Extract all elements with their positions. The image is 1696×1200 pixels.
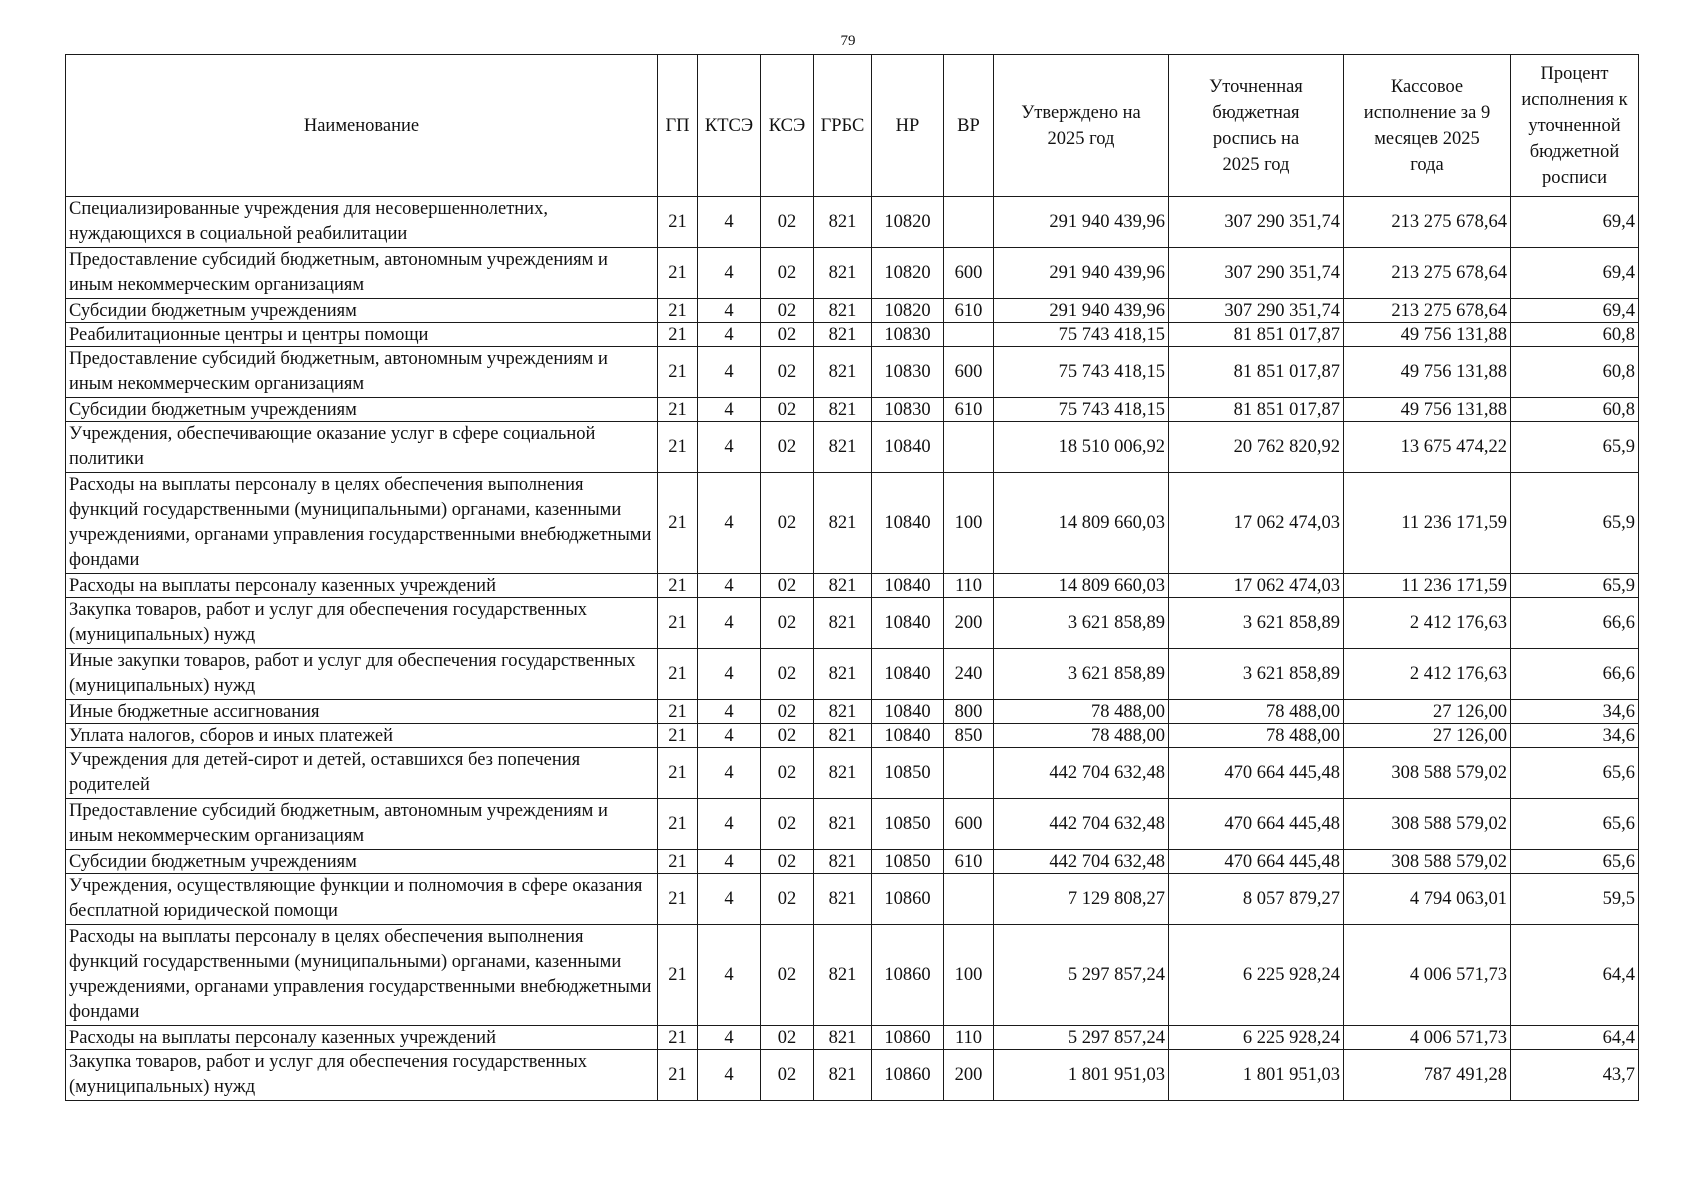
cell-vr: 240 bbox=[944, 649, 994, 700]
table-row bbox=[66, 748, 1639, 799]
table-row bbox=[66, 1050, 1639, 1101]
cell-ktse: 4 bbox=[698, 473, 761, 574]
table-row bbox=[66, 700, 1639, 724]
cell-percent: 69,4 bbox=[1511, 248, 1639, 299]
cell-ktse: 4 bbox=[698, 1050, 761, 1101]
cell-nr: 10820 bbox=[872, 299, 944, 323]
cell-cash: 27 126,00 bbox=[1344, 724, 1511, 748]
cell-percent: 65,9 bbox=[1511, 473, 1639, 574]
header-ktse: КТСЭ bbox=[698, 55, 761, 197]
cell-grbs: 821 bbox=[814, 799, 872, 850]
cell-kse: 02 bbox=[761, 347, 814, 398]
table-row bbox=[66, 925, 1639, 1026]
cell-cash: 308 588 579,02 bbox=[1344, 748, 1511, 799]
cell-percent: 59,5 bbox=[1511, 874, 1639, 925]
cell-name: Учреждения для детей-сирот и детей, оставшихся без попечения родителей bbox=[66, 748, 658, 799]
cell-refined: 81 851 017,87 bbox=[1169, 347, 1344, 398]
cell-gp: 21 bbox=[658, 850, 698, 874]
cell-refined: 470 664 445,48 bbox=[1169, 850, 1344, 874]
cell-vr: 600 bbox=[944, 347, 994, 398]
cell-grbs: 821 bbox=[814, 422, 872, 473]
table-row bbox=[66, 724, 1639, 748]
cell-kse: 02 bbox=[761, 649, 814, 700]
cell-ktse: 4 bbox=[698, 724, 761, 748]
cell-grbs: 821 bbox=[814, 700, 872, 724]
cell-cash: 308 588 579,02 bbox=[1344, 799, 1511, 850]
cell-grbs: 821 bbox=[814, 323, 872, 347]
cell-refined: 1 801 951,03 bbox=[1169, 1050, 1344, 1101]
cell-percent: 65,9 bbox=[1511, 574, 1639, 598]
page-number: 79 bbox=[840, 33, 856, 49]
cell-nr: 10840 bbox=[872, 598, 944, 649]
cell-ktse: 4 bbox=[698, 197, 761, 248]
cell-gp: 21 bbox=[658, 1026, 698, 1050]
cell-percent: 43,7 bbox=[1511, 1050, 1639, 1101]
cell-cash: 787 491,28 bbox=[1344, 1050, 1511, 1101]
cell-grbs: 821 bbox=[814, 473, 872, 574]
cell-gp: 21 bbox=[658, 598, 698, 649]
cell-approved: 5 297 857,24 bbox=[994, 925, 1169, 1026]
cell-ktse: 4 bbox=[698, 398, 761, 422]
cell-refined: 307 290 351,74 bbox=[1169, 299, 1344, 323]
cell-refined: 3 621 858,89 bbox=[1169, 598, 1344, 649]
cell-refined: 6 225 928,24 bbox=[1169, 925, 1344, 1026]
cell-kse: 02 bbox=[761, 1026, 814, 1050]
cell-name: Иные закупки товаров, работ и услуг для обеспечения государственных (муниципальных) нужд bbox=[66, 649, 658, 700]
table-row bbox=[66, 473, 1639, 574]
cell-ktse: 4 bbox=[698, 925, 761, 1026]
cell-percent: 64,4 bbox=[1511, 925, 1639, 1026]
table-row bbox=[66, 799, 1639, 850]
cell-cash: 11 236 171,59 bbox=[1344, 574, 1511, 598]
cell-refined: 470 664 445,48 bbox=[1169, 799, 1344, 850]
cell-percent: 69,4 bbox=[1511, 197, 1639, 248]
cell-cash: 2 412 176,63 bbox=[1344, 598, 1511, 649]
cell-ktse: 4 bbox=[698, 323, 761, 347]
cell-percent: 66,6 bbox=[1511, 598, 1639, 649]
cell-vr: 610 bbox=[944, 299, 994, 323]
cell-nr: 10850 bbox=[872, 799, 944, 850]
header-cash: Кассовое исполнение за 9 месяцев 2025 года bbox=[1344, 55, 1511, 197]
cell-refined: 470 664 445,48 bbox=[1169, 748, 1344, 799]
cell-cash: 13 675 474,22 bbox=[1344, 422, 1511, 473]
cell-nr: 10830 bbox=[872, 398, 944, 422]
cell-cash: 2 412 176,63 bbox=[1344, 649, 1511, 700]
cell-name: Предоставление субсидий бюджетным, автономным учреждениям и иным некоммерческим организациям bbox=[66, 347, 658, 398]
cell-approved: 14 809 660,03 bbox=[994, 473, 1169, 574]
table-row bbox=[66, 422, 1639, 473]
cell-name: Предоставление субсидий бюджетным, автономным учреждениям и иным некоммерческим организациям bbox=[66, 248, 658, 299]
cell-ktse: 4 bbox=[698, 649, 761, 700]
cell-ktse: 4 bbox=[698, 1026, 761, 1050]
cell-grbs: 821 bbox=[814, 925, 872, 1026]
cell-name: Иные бюджетные ассигнования bbox=[66, 700, 658, 724]
cell-ktse: 4 bbox=[698, 347, 761, 398]
cell-refined: 17 062 474,03 bbox=[1169, 473, 1344, 574]
cell-approved: 7 129 808,27 bbox=[994, 874, 1169, 925]
cell-refined: 78 488,00 bbox=[1169, 724, 1344, 748]
cell-grbs: 821 bbox=[814, 850, 872, 874]
cell-cash: 49 756 131,88 bbox=[1344, 323, 1511, 347]
cell-name: Учреждения, обеспечивающие оказание услуг в сфере социальной политики bbox=[66, 422, 658, 473]
cell-percent: 60,8 bbox=[1511, 323, 1639, 347]
cell-gp: 21 bbox=[658, 700, 698, 724]
cell-nr: 10850 bbox=[872, 850, 944, 874]
table-row bbox=[66, 299, 1639, 323]
cell-approved: 1 801 951,03 bbox=[994, 1050, 1169, 1101]
header-nr: НР bbox=[872, 55, 944, 197]
cell-gp: 21 bbox=[658, 347, 698, 398]
cell-cash: 4 794 063,01 bbox=[1344, 874, 1511, 925]
cell-refined: 3 621 858,89 bbox=[1169, 649, 1344, 700]
cell-gp: 21 bbox=[658, 748, 698, 799]
cell-name: Субсидии бюджетным учреждениям bbox=[66, 398, 658, 422]
cell-kse: 02 bbox=[761, 473, 814, 574]
cell-cash: 213 275 678,64 bbox=[1344, 248, 1511, 299]
cell-refined: 307 290 351,74 bbox=[1169, 197, 1344, 248]
cell-kse: 02 bbox=[761, 1050, 814, 1101]
cell-nr: 10830 bbox=[872, 347, 944, 398]
cell-grbs: 821 bbox=[814, 748, 872, 799]
cell-ktse: 4 bbox=[698, 799, 761, 850]
cell-grbs: 821 bbox=[814, 574, 872, 598]
table-row bbox=[66, 1026, 1639, 1050]
table-row bbox=[66, 347, 1639, 398]
cell-approved: 3 621 858,89 bbox=[994, 649, 1169, 700]
header-gp: ГП bbox=[658, 55, 698, 197]
cell-vr bbox=[944, 874, 994, 925]
cell-approved: 14 809 660,03 bbox=[994, 574, 1169, 598]
cell-kse: 02 bbox=[761, 422, 814, 473]
cell-name: Уплата налогов, сборов и иных платежей bbox=[66, 724, 658, 748]
header-vr: ВР bbox=[944, 55, 994, 197]
cell-approved: 75 743 418,15 bbox=[994, 347, 1169, 398]
cell-vr: 200 bbox=[944, 1050, 994, 1101]
cell-percent: 60,8 bbox=[1511, 347, 1639, 398]
cell-grbs: 821 bbox=[814, 197, 872, 248]
cell-approved: 75 743 418,15 bbox=[994, 323, 1169, 347]
cell-percent: 65,6 bbox=[1511, 799, 1639, 850]
cell-ktse: 4 bbox=[698, 850, 761, 874]
cell-gp: 21 bbox=[658, 299, 698, 323]
cell-grbs: 821 bbox=[814, 347, 872, 398]
cell-gp: 21 bbox=[658, 197, 698, 248]
cell-approved: 442 704 632,48 bbox=[994, 799, 1169, 850]
cell-name: Закупка товаров, работ и услуг для обеспечения государственных (муниципальных) нужд bbox=[66, 1050, 658, 1101]
cell-refined: 20 762 820,92 bbox=[1169, 422, 1344, 473]
cell-grbs: 821 bbox=[814, 724, 872, 748]
cell-percent: 65,6 bbox=[1511, 850, 1639, 874]
cell-grbs: 821 bbox=[814, 248, 872, 299]
cell-cash: 4 006 571,73 bbox=[1344, 1026, 1511, 1050]
cell-percent: 60,8 bbox=[1511, 398, 1639, 422]
cell-approved: 442 704 632,48 bbox=[994, 850, 1169, 874]
cell-kse: 02 bbox=[761, 799, 814, 850]
cell-name: Расходы на выплаты персоналу в целях обеспечения выполнения функций государственными (муниципальными) органами, казенными учреждениями, органами управления государственными внебюджетными фондами bbox=[66, 473, 658, 574]
cell-kse: 02 bbox=[761, 299, 814, 323]
cell-nr: 10840 bbox=[872, 473, 944, 574]
cell-kse: 02 bbox=[761, 574, 814, 598]
cell-cash: 213 275 678,64 bbox=[1344, 299, 1511, 323]
cell-approved: 291 940 439,96 bbox=[994, 248, 1169, 299]
cell-kse: 02 bbox=[761, 724, 814, 748]
table-row bbox=[66, 598, 1639, 649]
cell-gp: 21 bbox=[658, 649, 698, 700]
cell-approved: 3 621 858,89 bbox=[994, 598, 1169, 649]
cell-gp: 21 bbox=[658, 422, 698, 473]
cell-cash: 49 756 131,88 bbox=[1344, 347, 1511, 398]
cell-refined: 17 062 474,03 bbox=[1169, 574, 1344, 598]
table-row bbox=[66, 197, 1639, 248]
cell-percent: 34,6 bbox=[1511, 724, 1639, 748]
cell-nr: 10860 bbox=[872, 925, 944, 1026]
cell-ktse: 4 bbox=[698, 598, 761, 649]
cell-refined: 78 488,00 bbox=[1169, 700, 1344, 724]
cell-gp: 21 bbox=[658, 248, 698, 299]
header-approved: Утверждено на 2025 год bbox=[994, 55, 1169, 197]
cell-vr: 110 bbox=[944, 574, 994, 598]
cell-ktse: 4 bbox=[698, 874, 761, 925]
header-refined: Уточненная бюджетная роспись на 2025 год bbox=[1169, 55, 1344, 197]
cell-ktse: 4 bbox=[698, 299, 761, 323]
cell-cash: 4 006 571,73 bbox=[1344, 925, 1511, 1026]
cell-nr: 10840 bbox=[872, 574, 944, 598]
table-row bbox=[66, 398, 1639, 422]
cell-kse: 02 bbox=[761, 197, 814, 248]
cell-name: Субсидии бюджетным учреждениям bbox=[66, 299, 658, 323]
table-row bbox=[66, 649, 1639, 700]
cell-refined: 81 851 017,87 bbox=[1169, 323, 1344, 347]
header-percent: Процент исполнения к уточненной бюджетной росписи bbox=[1511, 55, 1639, 197]
cell-vr: 110 bbox=[944, 1026, 994, 1050]
cell-nr: 10860 bbox=[872, 874, 944, 925]
cell-gp: 21 bbox=[658, 398, 698, 422]
cell-gp: 21 bbox=[658, 925, 698, 1026]
cell-vr: 100 bbox=[944, 473, 994, 574]
table-row bbox=[66, 248, 1639, 299]
cell-vr: 200 bbox=[944, 598, 994, 649]
cell-vr: 850 bbox=[944, 724, 994, 748]
cell-ktse: 4 bbox=[698, 574, 761, 598]
header-grbs: ГРБС bbox=[814, 55, 872, 197]
cell-ktse: 4 bbox=[698, 248, 761, 299]
cell-cash: 213 275 678,64 bbox=[1344, 197, 1511, 248]
cell-refined: 81 851 017,87 bbox=[1169, 398, 1344, 422]
cell-refined: 6 225 928,24 bbox=[1169, 1026, 1344, 1050]
cell-percent: 65,9 bbox=[1511, 422, 1639, 473]
cell-vr bbox=[944, 422, 994, 473]
cell-nr: 10840 bbox=[872, 422, 944, 473]
cell-gp: 21 bbox=[658, 799, 698, 850]
cell-approved: 442 704 632,48 bbox=[994, 748, 1169, 799]
cell-kse: 02 bbox=[761, 598, 814, 649]
header-name: Наименование bbox=[66, 55, 658, 197]
cell-kse: 02 bbox=[761, 700, 814, 724]
cell-gp: 21 bbox=[658, 473, 698, 574]
cell-approved: 291 940 439,96 bbox=[994, 299, 1169, 323]
cell-name: Расходы на выплаты персоналу казенных учреждений bbox=[66, 1026, 658, 1050]
cell-approved: 78 488,00 bbox=[994, 724, 1169, 748]
cell-cash: 27 126,00 bbox=[1344, 700, 1511, 724]
cell-name: Реабилитационные центры и центры помощи bbox=[66, 323, 658, 347]
cell-grbs: 821 bbox=[814, 874, 872, 925]
cell-cash: 11 236 171,59 bbox=[1344, 473, 1511, 574]
cell-grbs: 821 bbox=[814, 649, 872, 700]
table-row bbox=[66, 874, 1639, 925]
table-row bbox=[66, 323, 1639, 347]
cell-percent: 34,6 bbox=[1511, 700, 1639, 724]
cell-vr bbox=[944, 323, 994, 347]
cell-grbs: 821 bbox=[814, 398, 872, 422]
cell-name: Учреждения, осуществляющие функции и полномочия в сфере оказания бесплатной юридической помощи bbox=[66, 874, 658, 925]
cell-refined: 307 290 351,74 bbox=[1169, 248, 1344, 299]
cell-nr: 10820 bbox=[872, 197, 944, 248]
cell-vr: 100 bbox=[944, 925, 994, 1026]
cell-name: Предоставление субсидий бюджетным, автономным учреждениям и иным некоммерческим организациям bbox=[66, 799, 658, 850]
cell-kse: 02 bbox=[761, 925, 814, 1026]
cell-name: Расходы на выплаты персоналу в целях обеспечения выполнения функций государственными (муниципальными) органами, казенными учреждениями, органами управления государственными внебюджетными фондами bbox=[66, 925, 658, 1026]
cell-kse: 02 bbox=[761, 323, 814, 347]
cell-name: Специализированные учреждения для несовершеннолетних, нуждающихся в социальной реабилитации bbox=[66, 197, 658, 248]
cell-percent: 64,4 bbox=[1511, 1026, 1639, 1050]
cell-percent: 69,4 bbox=[1511, 299, 1639, 323]
cell-grbs: 821 bbox=[814, 299, 872, 323]
cell-ktse: 4 bbox=[698, 700, 761, 724]
cell-nr: 10840 bbox=[872, 724, 944, 748]
header-kse: КСЭ bbox=[761, 55, 814, 197]
cell-name: Расходы на выплаты персоналу казенных учреждений bbox=[66, 574, 658, 598]
cell-percent: 66,6 bbox=[1511, 649, 1639, 700]
cell-cash: 308 588 579,02 bbox=[1344, 850, 1511, 874]
cell-nr: 10860 bbox=[872, 1026, 944, 1050]
cell-nr: 10850 bbox=[872, 748, 944, 799]
cell-vr: 610 bbox=[944, 850, 994, 874]
cell-ktse: 4 bbox=[698, 748, 761, 799]
cell-refined: 8 057 879,27 bbox=[1169, 874, 1344, 925]
cell-ktse: 4 bbox=[698, 422, 761, 473]
cell-name: Закупка товаров, работ и услуг для обеспечения государственных (муниципальных) нужд bbox=[66, 598, 658, 649]
cell-nr: 10830 bbox=[872, 323, 944, 347]
cell-approved: 5 297 857,24 bbox=[994, 1026, 1169, 1050]
cell-vr bbox=[944, 748, 994, 799]
cell-kse: 02 bbox=[761, 874, 814, 925]
cell-approved: 75 743 418,15 bbox=[994, 398, 1169, 422]
cell-grbs: 821 bbox=[814, 1050, 872, 1101]
table-row bbox=[66, 574, 1639, 598]
cell-gp: 21 bbox=[658, 1050, 698, 1101]
cell-kse: 02 bbox=[761, 748, 814, 799]
cell-grbs: 821 bbox=[814, 598, 872, 649]
cell-vr: 610 bbox=[944, 398, 994, 422]
table-row bbox=[66, 850, 1639, 874]
cell-approved: 291 940 439,96 bbox=[994, 197, 1169, 248]
cell-nr: 10820 bbox=[872, 248, 944, 299]
cell-nr: 10840 bbox=[872, 700, 944, 724]
table-header-row bbox=[66, 55, 1639, 197]
cell-cash: 49 756 131,88 bbox=[1344, 398, 1511, 422]
cell-vr: 800 bbox=[944, 700, 994, 724]
cell-kse: 02 bbox=[761, 850, 814, 874]
budget-table bbox=[65, 54, 1639, 1101]
cell-kse: 02 bbox=[761, 248, 814, 299]
cell-vr: 600 bbox=[944, 799, 994, 850]
cell-gp: 21 bbox=[658, 574, 698, 598]
cell-kse: 02 bbox=[761, 398, 814, 422]
cell-percent: 65,6 bbox=[1511, 748, 1639, 799]
cell-gp: 21 bbox=[658, 874, 698, 925]
cell-approved: 78 488,00 bbox=[994, 700, 1169, 724]
table-body bbox=[66, 197, 1639, 1101]
cell-nr: 10840 bbox=[872, 649, 944, 700]
cell-approved: 18 510 006,92 bbox=[994, 422, 1169, 473]
cell-gp: 21 bbox=[658, 323, 698, 347]
cell-nr: 10860 bbox=[872, 1050, 944, 1101]
cell-gp: 21 bbox=[658, 724, 698, 748]
cell-name: Субсидии бюджетным учреждениям bbox=[66, 850, 658, 874]
cell-vr: 600 bbox=[944, 248, 994, 299]
cell-grbs: 821 bbox=[814, 1026, 872, 1050]
cell-vr bbox=[944, 197, 994, 248]
